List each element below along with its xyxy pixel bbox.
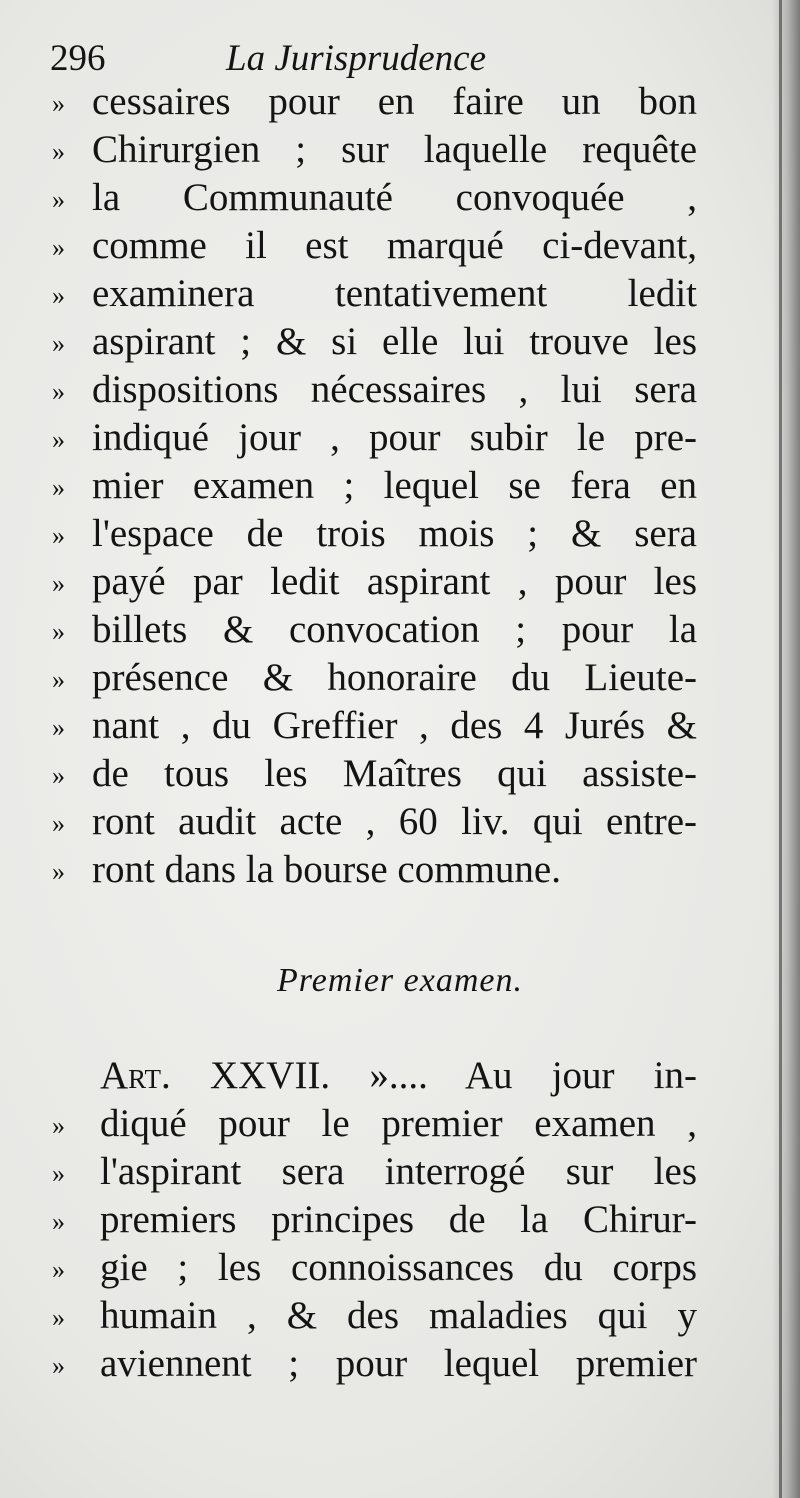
text-line xyxy=(0,1196,800,1244)
line-text: examinera tentativement ledit xyxy=(92,272,697,315)
line-text: aviennent ; pour lequel premier xyxy=(100,1342,697,1385)
quote-mark: » xyxy=(52,473,65,502)
line-text: dispositions nécessaires , lui sera xyxy=(92,368,697,411)
text-line xyxy=(0,366,800,414)
line-text: présence & honoraire du Lieute- xyxy=(92,656,697,699)
text-line xyxy=(0,222,800,270)
quote-mark: » xyxy=(52,1207,65,1236)
line-text: ront audit acte , 60 liv. qui entre- xyxy=(92,800,697,843)
text-line xyxy=(0,1244,800,1292)
text-line xyxy=(0,318,800,366)
text-line xyxy=(0,270,800,318)
quote-mark: » xyxy=(52,569,65,598)
text-line xyxy=(0,798,800,846)
line-text: la Communauté convoquée , xyxy=(92,176,697,219)
text-line xyxy=(0,1340,800,1388)
quote-mark: » xyxy=(52,425,65,454)
text-line xyxy=(0,702,800,750)
quote-mark: » xyxy=(52,617,65,646)
line-text: aspirant ; & si elle lui trouve les xyxy=(92,320,697,363)
article-line-text xyxy=(100,1052,697,1100)
quote-mark: » xyxy=(52,809,65,838)
quote-mark: » xyxy=(52,761,65,790)
quote-mark: » xyxy=(52,1255,65,1284)
line-text: mier examen ; lequel se fera en xyxy=(92,464,697,507)
line-text: premiers principes de la Chirur- xyxy=(100,1198,697,1241)
line-text: de tous les Maîtres qui assiste- xyxy=(92,752,697,795)
page-number: 296 xyxy=(50,38,106,79)
quote-mark: » xyxy=(52,89,65,118)
text-line xyxy=(0,462,800,510)
quote-mark: » xyxy=(52,377,65,406)
quote-mark: » xyxy=(52,713,65,742)
line-text: Chirurgien ; sur laquelle requête xyxy=(92,128,697,171)
article-label: Art. XXVII. xyxy=(100,1054,331,1097)
text-line xyxy=(0,126,800,174)
article-first-line xyxy=(0,1052,800,1100)
text-line xyxy=(0,750,800,798)
quote-mark: » xyxy=(52,137,65,166)
line-text: humain , & des maladies qui y xyxy=(100,1294,697,1337)
text-line xyxy=(0,606,800,654)
text-line xyxy=(0,846,800,894)
line-text: l'aspirant sera interrogé sur les xyxy=(100,1150,697,1193)
quote-mark: » xyxy=(52,329,65,358)
text-line xyxy=(0,558,800,606)
text-line xyxy=(0,414,800,462)
quote-mark: » xyxy=(52,1159,65,1188)
text-block-2 xyxy=(0,1052,800,1388)
line-text: comme il est marqué ci-devant, xyxy=(92,224,697,267)
text-line xyxy=(0,654,800,702)
quote-mark: » xyxy=(52,185,65,214)
line-text: gie ; les connoissances du corps xyxy=(100,1246,697,1289)
text-block-1 xyxy=(0,78,800,894)
line-text: nant , du Greffier , des 4 Jurés & xyxy=(92,704,697,747)
text-line xyxy=(0,1148,800,1196)
text-line xyxy=(0,510,800,558)
text-line xyxy=(0,1292,800,1340)
line-text: l'espace de trois mois ; & sera xyxy=(92,512,697,555)
text-line xyxy=(0,1100,800,1148)
line-text: indiqué jour , pour subir le pre- xyxy=(92,416,697,459)
quote-mark: » xyxy=(52,521,65,550)
quote-mark: » xyxy=(52,233,65,262)
line-text: diqué pour le premier examen , xyxy=(100,1102,697,1145)
section-heading: Premier examen. xyxy=(277,962,523,999)
text-line xyxy=(0,174,800,222)
quote-mark: » xyxy=(52,281,65,310)
line-text: billets & convocation ; pour la xyxy=(92,608,697,651)
quote-mark: » xyxy=(52,1303,65,1332)
quote-mark: » xyxy=(52,665,65,694)
page-header xyxy=(50,34,750,84)
running-head: La Jurisprudence xyxy=(226,38,486,79)
quote-mark: » xyxy=(52,857,65,886)
line-text: payé par ledit aspirant , pour les xyxy=(92,560,697,603)
line-text: ront dans la bourse commune. xyxy=(92,848,561,891)
quote-mark: » xyxy=(52,1351,65,1380)
line-text: cessaires pour en faire un bon xyxy=(92,80,697,123)
article-first-text: ».... Au jour in- xyxy=(369,1054,698,1097)
quote-mark: » xyxy=(52,1111,65,1140)
text-line xyxy=(0,78,800,126)
